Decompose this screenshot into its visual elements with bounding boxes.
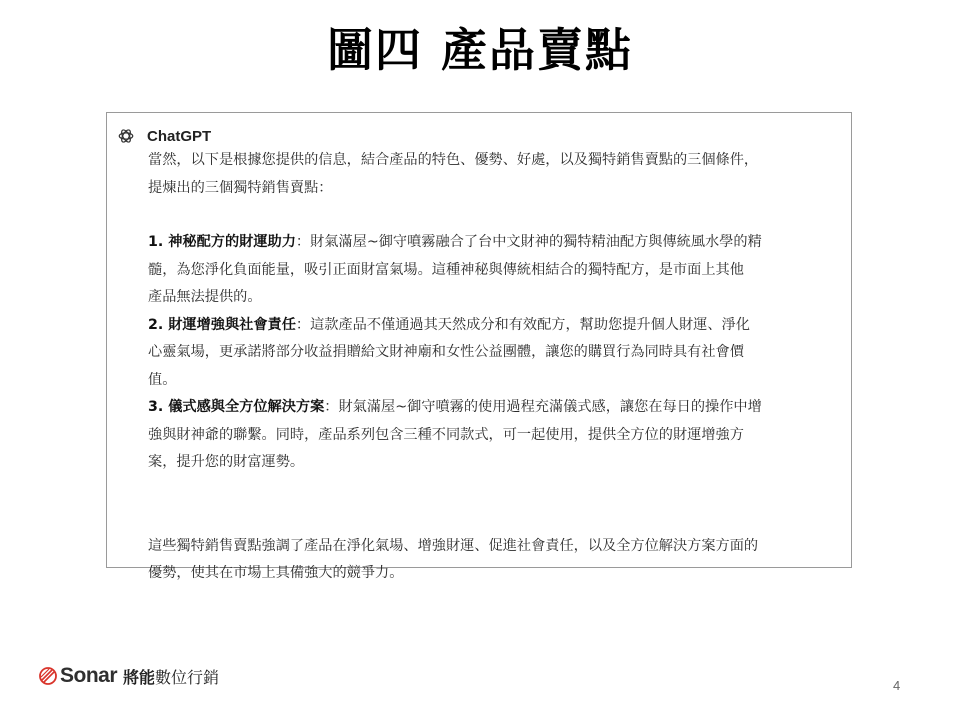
point-2-line: 值。 xyxy=(148,371,177,388)
point-3-line: ：財氣滿屋~御守噴霧的使用過程充滿儀式感，讓您在每日的操作中增 xyxy=(324,399,762,415)
point-2-title: 2. 財運增強與社會責任 xyxy=(148,316,296,333)
point-2-line: ：這款產品不僅通過其天然成分和有效配方，幫助您提升個人財運、淨化 xyxy=(295,316,750,333)
conclusion-line: 優勢，使其在市場上具備強大的競爭力。 xyxy=(148,565,404,581)
point-1-line: 髓，為您淨化負面能量，吸引正面財富氣場。這種神秘與傳統相結合的獨特配方，是市面上其他 xyxy=(148,261,744,278)
paragraph-gap xyxy=(148,477,838,505)
chatgpt-logo-icon xyxy=(117,127,135,145)
conclusion-line: 這些獨特銷售賣點強調了產品在淨化氣場、增強財運、促進社會責任，以及全方位解決方案方面的 xyxy=(148,537,759,554)
point-1-line: 產品無法提供的。 xyxy=(148,289,262,305)
point-3-title: 3. 儀式感與全方位解決方案 xyxy=(148,399,325,415)
point-1-title: 1. 神秘配方的財運助力 xyxy=(148,234,296,250)
chat-header xyxy=(117,127,211,145)
point-2 xyxy=(148,312,838,340)
point-3 xyxy=(148,394,838,422)
point-3-line: 案，提升您的財富運勢。 xyxy=(148,454,305,470)
chat-message-body xyxy=(148,147,838,588)
brand-cjk-bold: 將能 xyxy=(123,667,156,687)
footer-brand-logo xyxy=(38,664,219,688)
chat-screenshot-frame xyxy=(106,112,852,581)
slide-title: 圖四 產品賣點 xyxy=(326,23,633,77)
point-1-line: ：財氣滿屋~御守噴霧融合了台中文財神的獨特精油配方與傳統風水學的精 xyxy=(295,234,762,250)
point-3-line: 強與財神爺的聯繫。同時，產品系列包含三種不同款式，可一起使用，提供全方位的財運增強方 xyxy=(148,426,744,443)
intro-line: 當然，以下是根據您提供的信息，結合產品的特色、優勢、好處，以及獨特銷售賣點的三個條件， xyxy=(148,152,759,168)
brand-cjk: 數位行銷 xyxy=(155,667,220,687)
paragraph-gap xyxy=(148,505,838,533)
brand-name: Sonar xyxy=(60,664,118,687)
page-number: 4 xyxy=(893,678,901,693)
sonar-logo-icon xyxy=(38,666,58,686)
paragraph-gap xyxy=(148,202,838,229)
chat-sender-name: ChatGPT xyxy=(147,127,212,145)
point-1 xyxy=(148,229,838,257)
intro-line: 提煉出的三個獨特銷售賣點： xyxy=(148,179,333,196)
point-2-line: 心靈氣場，更承諾將部分收益捐贈給文財神廟和女性公益團體，讓您的購買行為同時具有社會價 xyxy=(148,344,744,360)
